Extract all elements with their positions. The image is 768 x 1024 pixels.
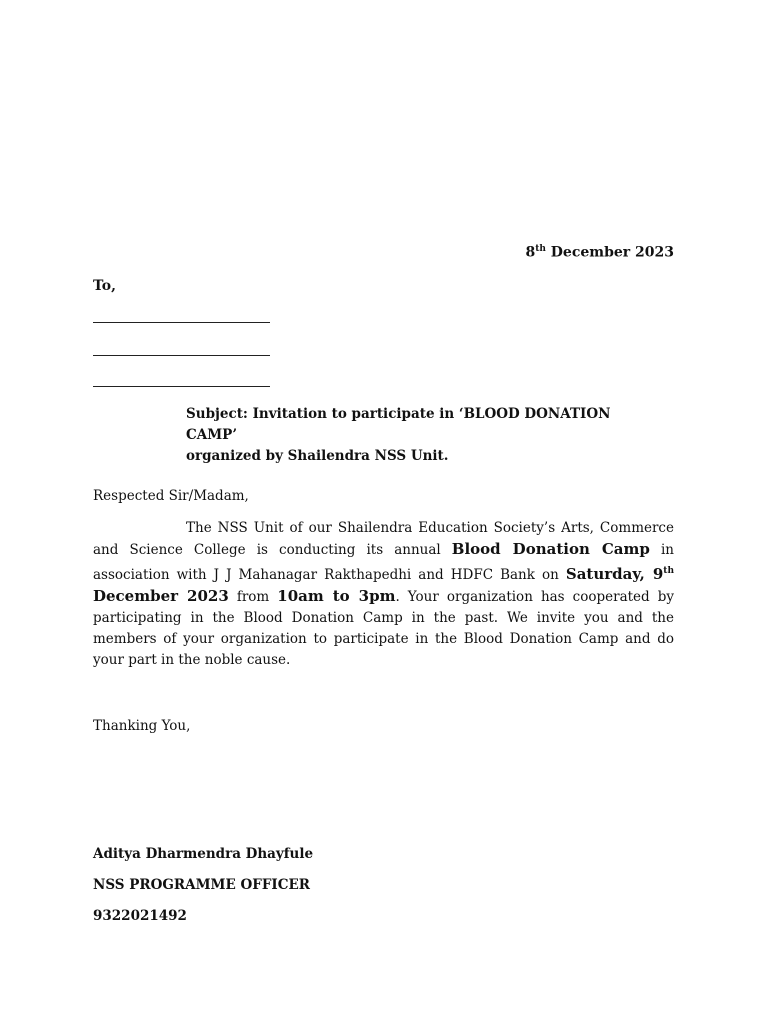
date-day: 8 [525, 244, 536, 261]
body-event-month-year: December 2023 [93, 587, 229, 605]
signatory-phone: 9322021492 [93, 908, 187, 924]
address-blank-line-1 [93, 322, 270, 323]
subject-line-1: Subject: Invitation to participate in ‘BLOOD DONATION CAMP’ [186, 406, 611, 443]
letter-date [525, 244, 674, 261]
body-part-3: from [228, 589, 278, 605]
letter-body [93, 518, 674, 671]
closing: Thanking You, [93, 718, 191, 734]
subject [186, 404, 656, 467]
body-camp-name: Blood Donation Camp [451, 540, 650, 558]
date-month-year: December 2023 [545, 244, 674, 261]
address-blank-line-3 [93, 386, 270, 387]
body-part-4: . Your organization has cooperated by participating in the Blood Donation Camp in the past. We invite you and the members of your organization to participate in the Blood Donation Camp and do your part in the noble cause. [93, 589, 674, 668]
address-blank-line-2 [93, 355, 270, 356]
body-part-1: The NSS Unit of our Shailendra Education Society’s Arts, Commerce and Science College is conducting its annual [93, 520, 674, 558]
body-event-day-suffix: th [663, 566, 674, 576]
body-part-2: in association with J J Mahanagar Rakthapedhi and HDFC Bank on [93, 542, 674, 583]
body-event-time: 10am to 3pm [277, 587, 396, 605]
body-event-day: Saturday, 9 [565, 565, 664, 583]
salutation: Respected Sir/Madam, [93, 488, 249, 504]
recipient-heading: To, [93, 278, 117, 294]
signatory-title: NSS PROGRAMME OFFICER [93, 877, 310, 893]
signatory-name: Aditya Dharmendra Dhayfule [93, 846, 314, 862]
date-suffix: th [535, 244, 546, 254]
subject-line-2: organized by Shailendra NSS Unit. [186, 448, 449, 464]
